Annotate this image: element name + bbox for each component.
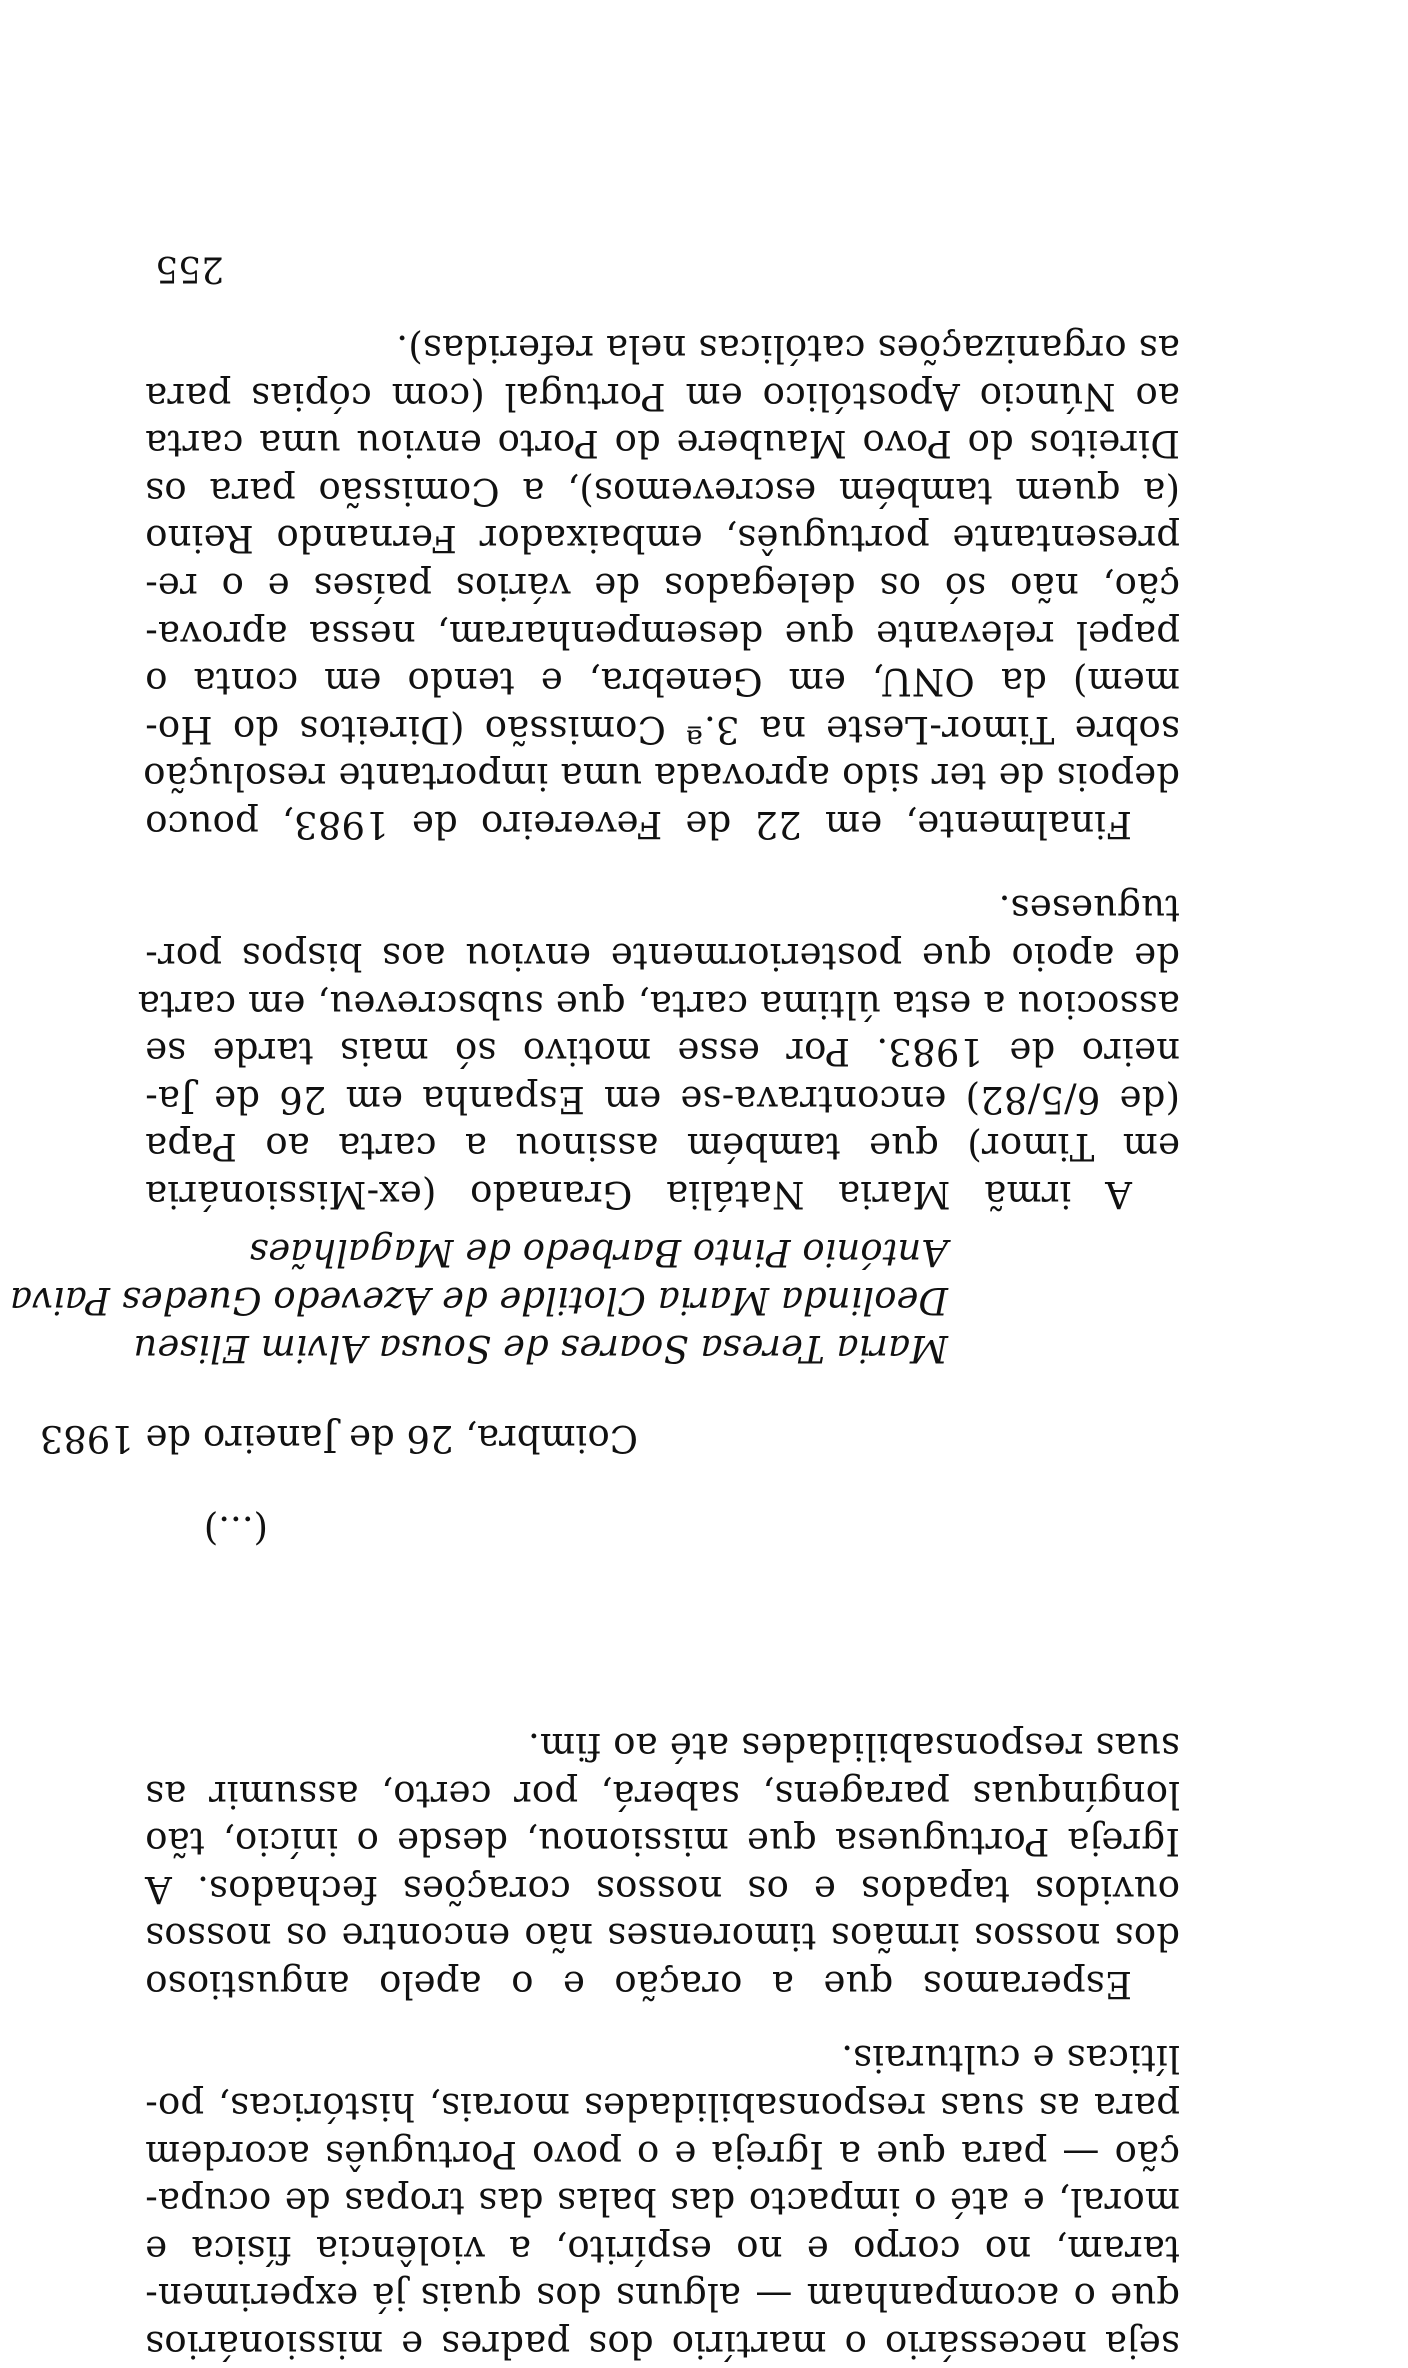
omission-ellipsis: (...): [203, 1508, 268, 1551]
text-line: (de 6/5/82) encontrava-se em Espanha em 26 de Ja-: [145, 1077, 1180, 1121]
text-line: ção, não só os delegados de vários países e o re-: [145, 565, 1180, 609]
text-line: (a quem também escrevemos), a Comissão para os: [145, 469, 1180, 513]
text-line: ouvidos tapados e os nossos corações fechados. A: [145, 1867, 1180, 1911]
text-line: que o acompanham — alguns dos quais já experimen-: [145, 2275, 1180, 2319]
signature-name: Maria Teresa Soares de Sousa Alvim Eliseu: [133, 1327, 948, 1370]
text-line: líticas e culturais.: [841, 2037, 1180, 2081]
text-line: A irmã Maria Natália Granado (ex-Missionária: [145, 1173, 1132, 1216]
paragraph-martyrdom: [145, 2035, 1180, 2368]
text-line: papel relevante que desempenharam, nessa aprova-: [145, 612, 1180, 656]
text-line: longínquas paragens, saberá, por certo, assumir as: [145, 1772, 1180, 1816]
text-line: Esperamos que a oração e o apelo angustioso: [145, 1963, 1132, 2006]
text-line: suas responsabilidades até ao fim.: [527, 1725, 1180, 1769]
text-line: Direitos do Povo Maubere do Porto enviou uma carta: [145, 422, 1180, 466]
signature-name: António Pinto Barbedo de Magalhães: [249, 1231, 948, 1274]
paragraph-hope: [145, 1722, 1180, 2008]
text-line: moral, e até o impacto das balas das tropas de ocupa-: [145, 2180, 1180, 2224]
text-line: para as suas responsabilidades morais, históricas, po-: [145, 2085, 1180, 2129]
dateline: Coimbra, 26 de Janeiro de 1983: [39, 1417, 638, 1460]
text-line: ção — para que a Igreja e o povo Português acordem: [145, 2132, 1180, 2176]
text-line: as organizações católicas nela referidas).: [396, 327, 1180, 371]
text-line: Finalmente, em 22 de Fevereiro de 1983, pouco: [145, 803, 1132, 846]
text-line: ao Núncio Apostólico em Portugal (com cópias para: [145, 374, 1180, 418]
text-line: mem) da ONU, em Genebra, e tendo em conta o: [145, 660, 1180, 704]
text-line: associou a esta última carta, que subscreveu, em carta: [137, 982, 1180, 1026]
signature-block: [10, 1228, 948, 1372]
page-number: 255: [155, 248, 224, 289]
paragraph-finally: [145, 324, 1180, 848]
text-line: tugueses.: [998, 887, 1180, 931]
text-line: dos nossos irmãos timorenses não encontre os nossos: [145, 1915, 1180, 1959]
text-line: Igreja Portuguesa que missionou, desde o início, tão: [145, 1820, 1180, 1864]
text-line: depois de ter sido aprovada uma importante resolução: [143, 755, 1180, 799]
text-line: neiro de 1983. Por esse motivo só mais tarde se: [145, 1030, 1180, 1074]
text-line: de apoio que posteriormente enviou aos bispos por-: [145, 935, 1180, 979]
signature-name: Deolinda Maria Clotilde de Azevedo Guedes Paiva: [9, 1279, 948, 1322]
text-line: sobre Timor-Leste na 3.ª Comissão (Direitos do Ho-: [145, 707, 1180, 751]
text-line: presentante português, embaixador Fernando Reino: [145, 517, 1180, 561]
text-line: em Timor) que também assinou a carta ao Papa: [145, 1125, 1180, 1169]
text-line: seja necessário o martírio dos padres e missionários: [145, 2323, 1180, 2366]
text-line: taram, no corpo e no espírito, a violência física e: [145, 2227, 1180, 2271]
paragraph-sister-maria: [137, 885, 1180, 1218]
